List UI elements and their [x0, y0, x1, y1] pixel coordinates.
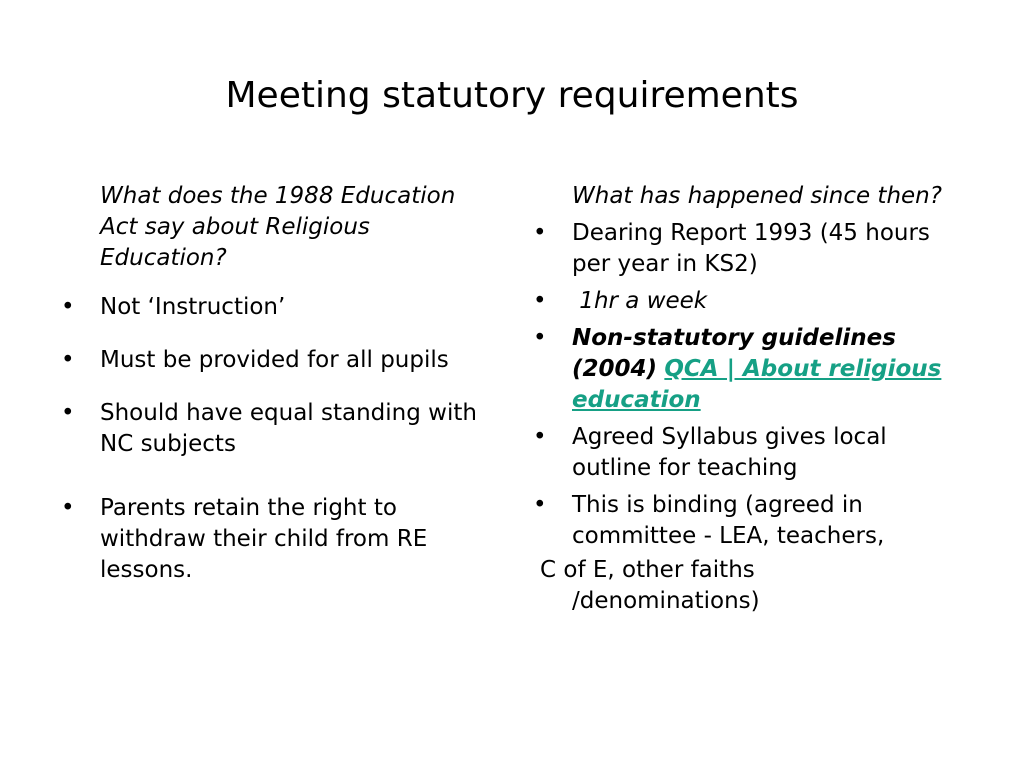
list-item-text: Dearing Report 1993 (45 hours per year in KS2)	[572, 220, 930, 277]
bullet-icon: •	[533, 288, 547, 314]
list-item	[58, 345, 498, 376]
continuation-line-2: /denominations)	[572, 588, 760, 614]
list-item	[58, 292, 498, 323]
bullet-icon: •	[61, 400, 75, 426]
list-item	[58, 493, 498, 586]
bullet-icon: •	[533, 220, 547, 246]
right-column	[530, 181, 970, 617]
bullet-icon: •	[61, 347, 75, 373]
bullet-icon: •	[533, 492, 547, 518]
qca-link[interactable]: QCA | About religious education	[572, 356, 942, 413]
list-item	[530, 490, 970, 552]
right-column-heading: What has happened since then?	[572, 183, 942, 209]
list-item-text: This is binding (agreed in committee - LEA, teachers,	[572, 492, 885, 549]
list-item	[530, 218, 970, 280]
bullet-icon: •	[533, 424, 547, 450]
list-item-text: Agreed Syllabus gives local outline for teaching	[572, 424, 887, 481]
slide-title: Meeting statutory requirements	[225, 75, 799, 116]
bullet-icon: •	[533, 325, 547, 351]
list-item-text: Must be provided for all pupils	[100, 347, 449, 373]
left-column	[58, 181, 498, 586]
bullet-icon: •	[61, 294, 75, 320]
guidelines-label: Non-statutory guidelines (2004)	[572, 325, 896, 382]
list-item	[58, 398, 498, 460]
list-item-text: Should have equal standing with NC subjects	[100, 400, 477, 457]
continuation-line-1: C of E, other faiths	[540, 557, 755, 583]
list-item-text: Not ‘Instruction’	[100, 294, 286, 320]
list-item	[530, 286, 970, 317]
left-column-heading: What does the 1988 Education Act say about Religious Education?	[100, 183, 456, 271]
list-item-text: Parents retain the right to withdraw their child from RE lessons.	[100, 495, 428, 583]
bullet-icon: •	[61, 495, 75, 521]
list-item	[530, 422, 970, 484]
continuation-text	[530, 555, 970, 617]
list-item-guidelines	[530, 323, 970, 416]
list-item-text: 1hr a week	[572, 288, 708, 314]
